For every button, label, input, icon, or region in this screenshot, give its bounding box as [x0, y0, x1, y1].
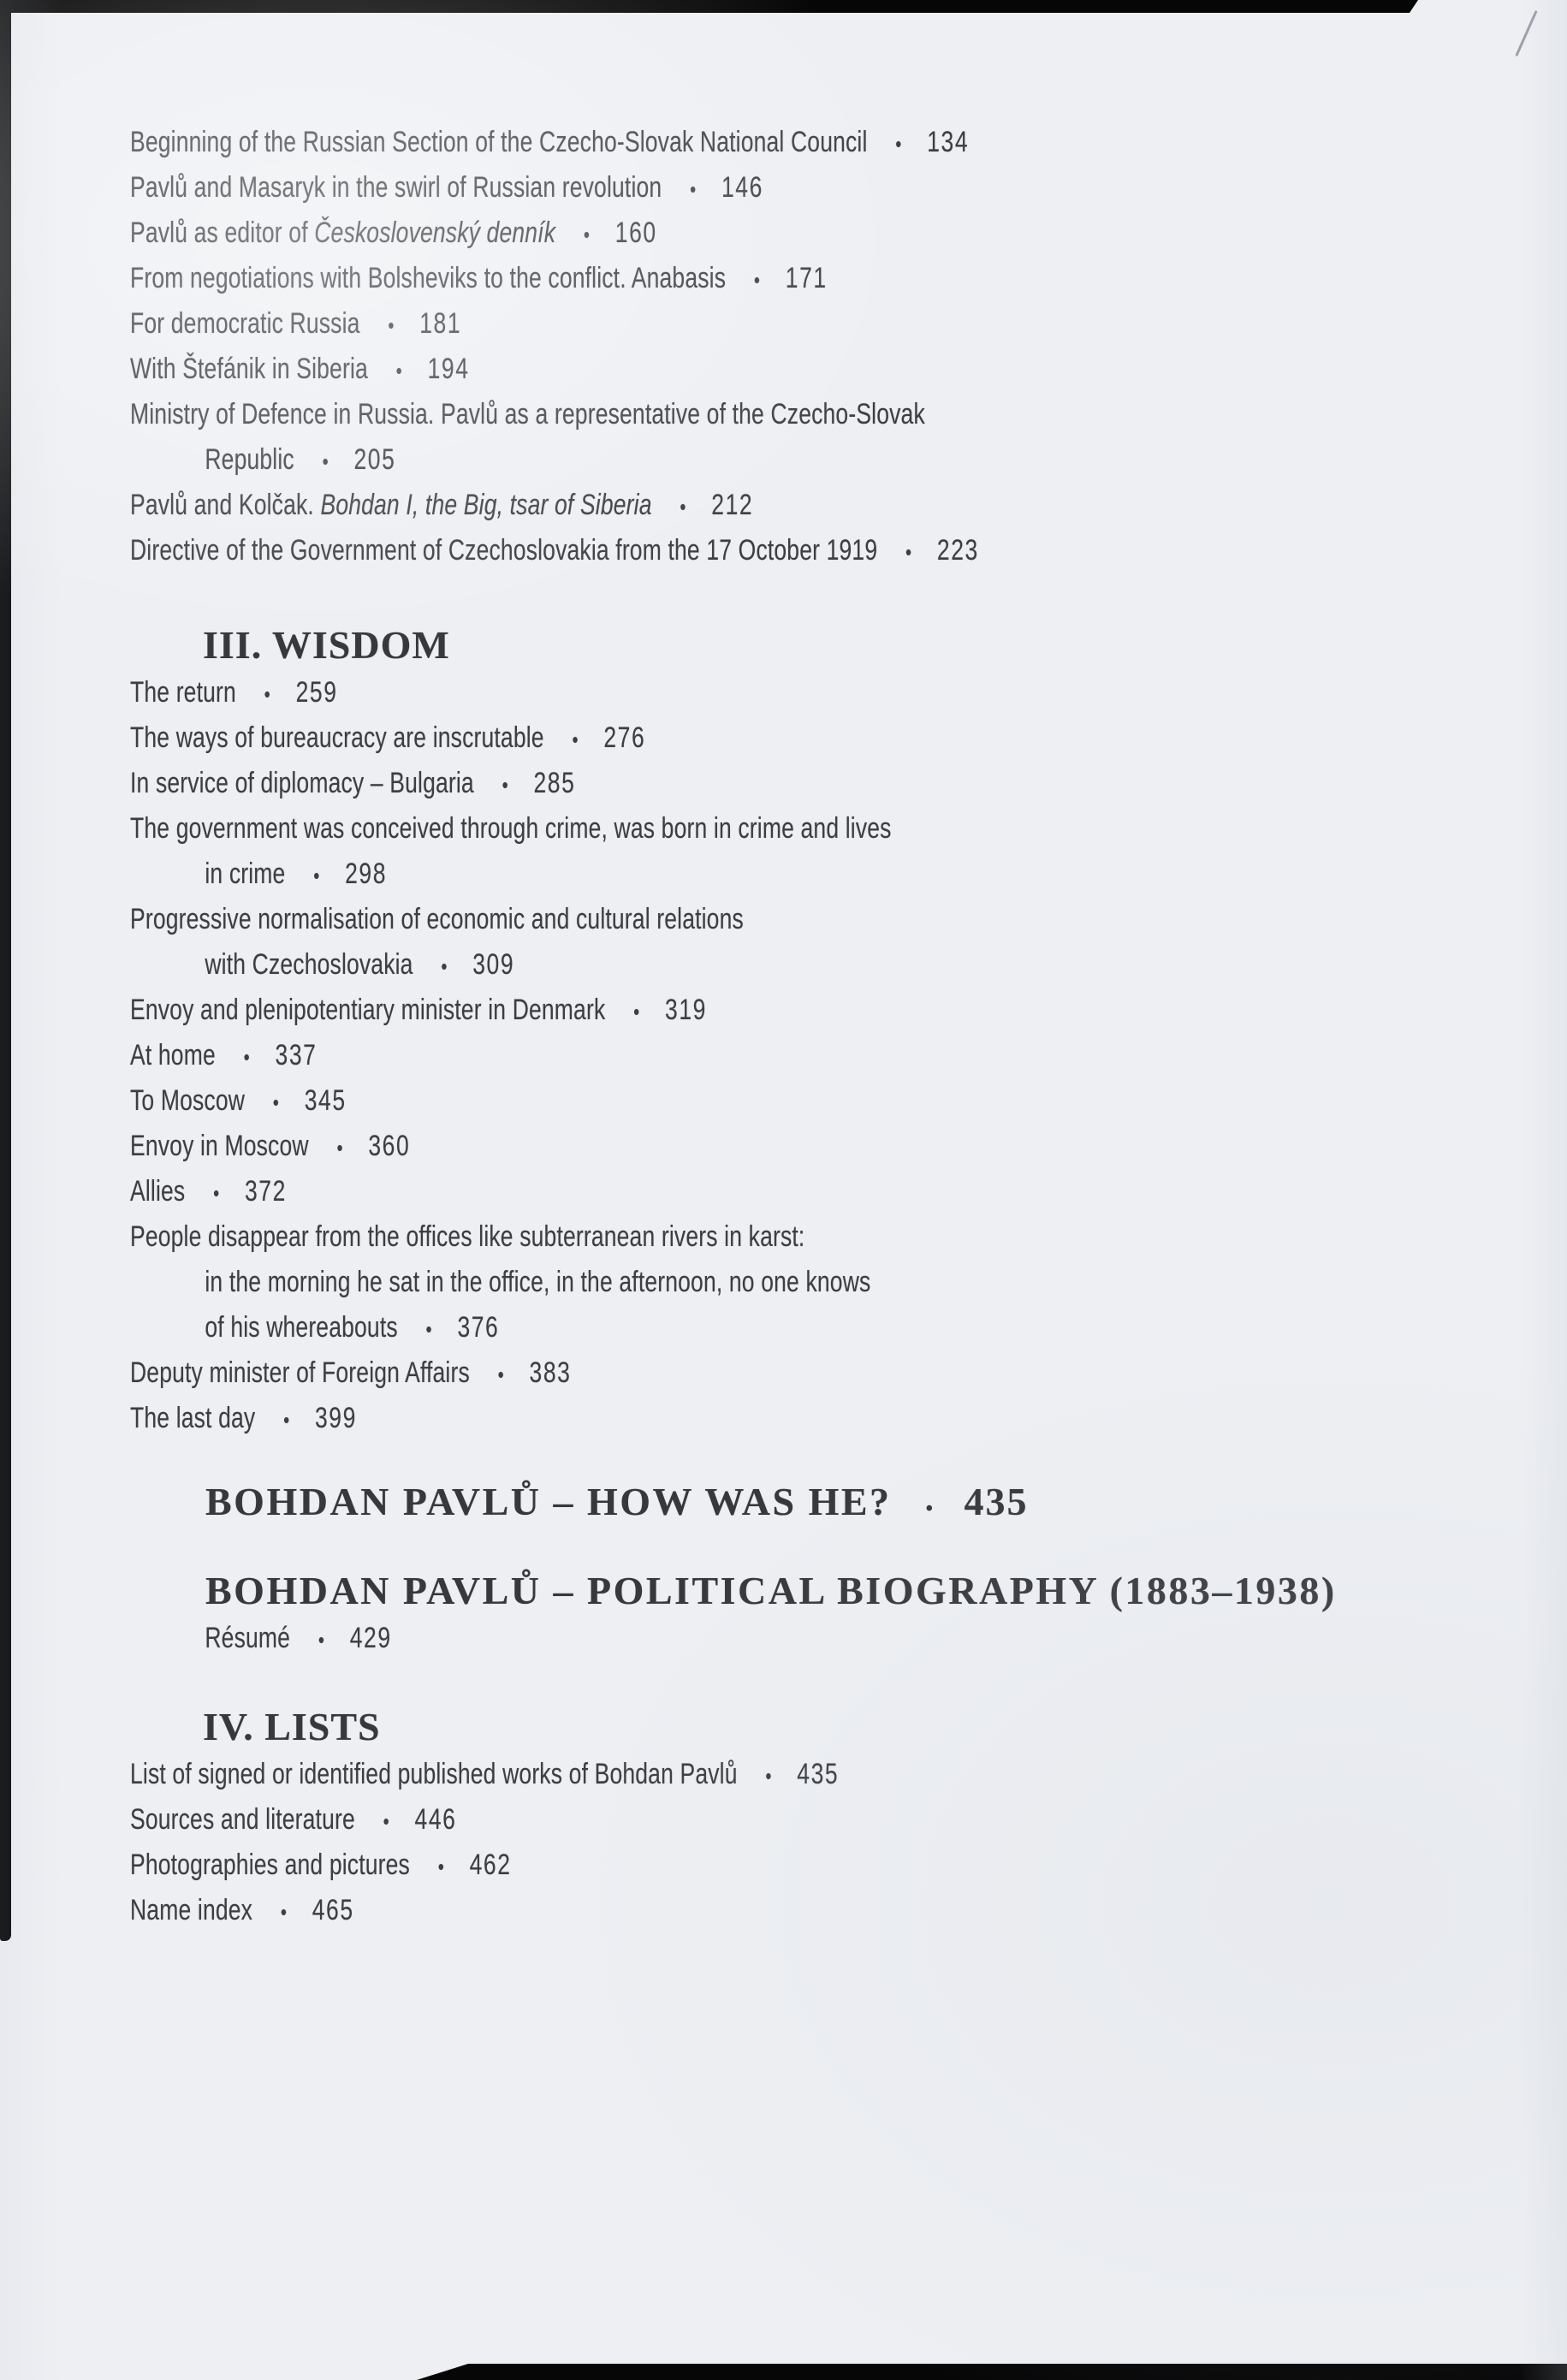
section-heading-wisdom: III. WISDOM [203, 623, 450, 667]
page-number: 298 [345, 858, 388, 890]
bullet-separator: • [318, 1627, 325, 1653]
bullet-separator: • [395, 358, 402, 383]
page-number: 194 [427, 353, 470, 385]
bullet-separator: • [272, 1089, 280, 1115]
scratch-mark [1515, 10, 1537, 56]
page-number: 212 [711, 489, 754, 521]
page-number: 309 [472, 948, 515, 981]
toc-entry: Beginning of the Russian Section of the Czecho-Slovak National Council • 134 [130, 120, 1212, 165]
toc-entry: Progressive normalisation of economic and cultural relations [130, 903, 744, 935]
page-number: 205 [353, 443, 396, 476]
scan-edge-top [0, 0, 1418, 13]
bullet-separator: • [572, 727, 579, 752]
toc-entry: Résumé • 429 [130, 1616, 1212, 1661]
page-number: 462 [469, 1849, 512, 1881]
bullet-separator: • [280, 1899, 288, 1925]
toc-entry: The return • 259 [130, 670, 1212, 715]
toc-entry: People disappear from the offices like subterranean rivers in karst: [130, 1220, 805, 1253]
bullet-separator: • [905, 539, 912, 565]
toc-content [130, 120, 1517, 1933]
bullet-separator: • [313, 863, 320, 888]
toc-entry: To Moscow • 345 [130, 1078, 1212, 1124]
page-number: 146 [721, 171, 763, 204]
toc-entry: Allies • 372 [130, 1169, 1212, 1214]
page-number: 337 [275, 1039, 318, 1071]
toc-entry: Sources and literature • 446 [130, 1797, 1212, 1843]
bullet-separator: • [213, 1180, 220, 1206]
toc-entry: with Czechoslovakia • 309 [130, 942, 1212, 988]
page-number: 376 [457, 1311, 500, 1344]
toc-entry: The last day • 399 [130, 1396, 1212, 1441]
page-number: 160 [614, 217, 657, 249]
page-number: 319 [665, 994, 707, 1026]
toc-entry: in the morning he sat in the office, in the afternoon, no one knows [205, 1266, 871, 1298]
toc-entry: Pavlů and Masaryk in the swirl of Russian revolution • 146 [130, 165, 1212, 211]
scan-edge-left [0, 0, 11, 1941]
book-title: Bohdan I, the Big, tsar of Siberia [320, 489, 652, 521]
bullet-separator: • [502, 772, 508, 798]
page-number: 435 [797, 1758, 840, 1790]
section-heading-lists: IV. LISTS [203, 1705, 381, 1748]
toc-entry: Envoy and plenipotentiary minister in Denmark • 319 [130, 988, 1212, 1033]
bullet-separator: • [765, 1763, 772, 1789]
journal-title: Československý denník [314, 217, 556, 249]
bullet-separator: • [753, 267, 761, 293]
page-number: 171 [785, 262, 828, 294]
page-number: 285 [533, 767, 576, 799]
bullet-separator: • [583, 222, 591, 247]
bullet-separator: • [680, 494, 686, 519]
toc-entry: At home • 337 [130, 1033, 1212, 1078]
bullet-separator: • [243, 1044, 250, 1070]
toc-entry: Republic • 205 [130, 437, 1212, 483]
chapter-heading-political-biography: BOHDAN PAVLŮ – POLITICAL BIOGRAPHY (1883–1938) [205, 1569, 1337, 1612]
toc-entry: in crime • 298 [130, 852, 1212, 897]
page-number: 134 [927, 126, 970, 158]
bullet-separator: • [264, 681, 270, 707]
bullet-separator: • [283, 1407, 290, 1433]
page-number: 259 [295, 676, 338, 709]
page-number: 446 [414, 1803, 457, 1836]
toc-entry: Pavlů and Kolčak. Bohdan I, the Big, tsar of Siberia • 212 [130, 483, 1212, 528]
bullet-separator: • [388, 312, 395, 338]
bullet-separator: • [497, 1362, 504, 1387]
page-number: 372 [244, 1175, 287, 1208]
toc-entry: List of signed or identified published works of Bohdan Pavlů • 435 [130, 1752, 1212, 1797]
scan-edge-bottom [417, 2364, 1567, 2380]
toc-entry: The ways of bureaucracy are inscrutable • 276 [130, 715, 1212, 761]
bullet-separator: • [925, 1498, 935, 1520]
toc-entry: Name index • 465 [130, 1888, 1212, 1933]
toc-entry: For democratic Russia • 181 [130, 301, 1212, 347]
toc-entry: From negotiations with Bolsheviks to the conflict. Anabasis • 171 [130, 256, 1212, 301]
bullet-separator: • [336, 1135, 343, 1160]
bullet-separator: • [633, 999, 640, 1024]
bullet-separator: • [441, 953, 448, 979]
page-number: 383 [529, 1356, 572, 1389]
toc-entry: Ministry of Defence in Russia. Pavlů as a representative of the Czecho-Slovak [130, 398, 925, 430]
page-number: 345 [304, 1084, 347, 1117]
chapter-heading-text: BOHDAN PAVLŮ – HOW WAS HE? [205, 1480, 892, 1523]
page-number: 399 [314, 1402, 357, 1434]
toc-entry: Directive of the Government of Czechoslovakia from the 17 October 1919 • 223 [130, 528, 1212, 573]
toc-entry: Envoy in Moscow • 360 [130, 1124, 1212, 1169]
bullet-separator: • [895, 131, 902, 157]
page-number: 465 [312, 1894, 354, 1926]
bullet-separator: • [425, 1316, 432, 1342]
page-number: 276 [603, 721, 646, 754]
bullet-separator: • [322, 448, 329, 474]
chapter-heading-how-was-he [205, 1477, 1517, 1527]
page-number: 223 [936, 534, 979, 567]
bullet-separator: • [437, 1854, 444, 1879]
toc-entry: In service of diplomacy – Bulgaria • 285 [130, 761, 1212, 806]
toc-entry: With Štefánik in Siberia • 194 [130, 347, 1212, 392]
page-number: 360 [368, 1130, 411, 1162]
page-number: 181 [419, 307, 462, 340]
bullet-separator: • [383, 1808, 389, 1834]
bullet-separator: • [690, 176, 697, 202]
toc-entry: Photographies and pictures • 462 [130, 1843, 1212, 1888]
toc-entry: The government was conceived through crime, was born in crime and lives [130, 812, 892, 845]
toc-entry: Pavlů as editor of Československý denník • 160 [130, 211, 1212, 256]
toc-entry: Deputy minister of Foreign Affairs • 383 [130, 1350, 1212, 1396]
toc-entry: of his whereabouts • 376 [130, 1305, 1212, 1350]
page-number: 435 [964, 1480, 1029, 1523]
page-number: 429 [349, 1622, 392, 1654]
